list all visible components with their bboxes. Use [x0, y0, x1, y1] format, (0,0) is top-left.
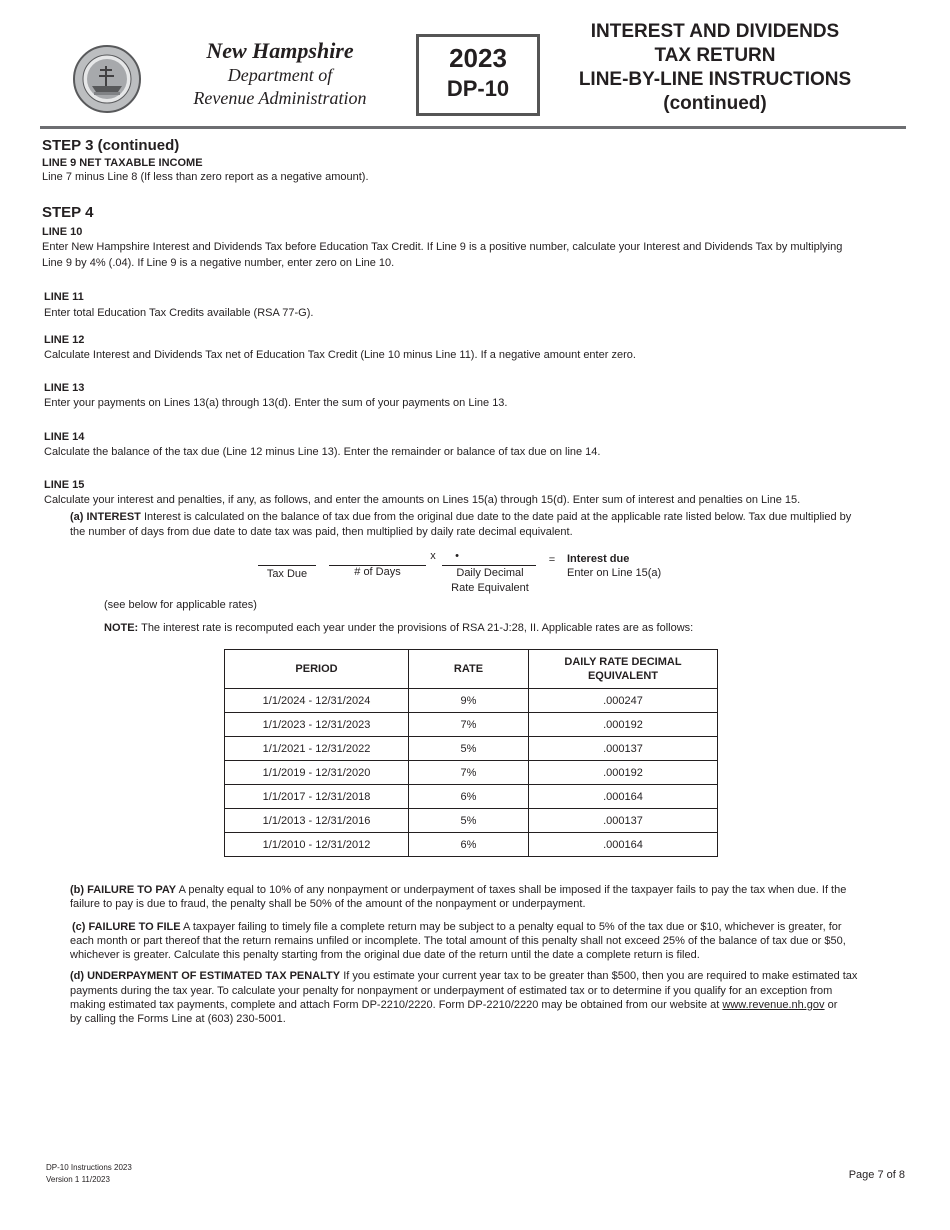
line11-text: Enter total Education Tax Credits available (RSA 77-G).	[44, 307, 314, 319]
column-header-rate: RATE	[409, 650, 529, 689]
failure-to-pay-text-2: failure to pay is due to fraud, the penalty shall be 50% of the amount of the nonpayment or underpayment.	[70, 898, 586, 910]
line15-text: Calculate your interest and penalties, if any, as follows, and enter the amounts on Lines 15(a) through 15(d). Enter sum of interest and penalties on Line 15.	[44, 494, 801, 506]
see-below-note: (see below for applicable rates)	[104, 599, 257, 611]
underpayment-text-3	[70, 998, 906, 1013]
interest-label: (a) INTEREST	[70, 511, 141, 523]
underpayment-text-1: If you estimate your current year tax to be greater than $500, then you are required to make estimated tax	[343, 970, 858, 982]
table-row	[225, 713, 718, 737]
underpayment-text-3a: making estimated tax payments, complete and attach Form DP-2210/2220. Form DP-2210/2220 may be obtained from our website at	[70, 999, 720, 1011]
rate-cell: 6%	[409, 833, 529, 857]
agency-name	[160, 38, 400, 110]
daily-rate-cell: .000137	[529, 809, 718, 833]
tax-due-blank	[258, 565, 316, 566]
failure-to-pay-label: (b) FAILURE TO PAY	[70, 884, 177, 896]
failure-to-pay-text-1: A penalty equal to 10% of any nonpayment or underpayment of taxes shall be imposed if the taxpayer fails to pay the tax when due. If the	[178, 884, 847, 896]
state-seal-image	[72, 44, 142, 114]
multiply-sign: x	[430, 550, 436, 562]
form-id-box	[416, 34, 540, 116]
period-cell: 1/1/2021 - 12/31/2022	[225, 737, 409, 761]
rate-label-1: Daily Decimal	[456, 567, 524, 579]
daily-rate-cell: .000192	[529, 761, 718, 785]
line10-heading: LINE 10	[42, 226, 83, 238]
interest-text-2: the number of days from due date to date tax was paid, then multiplied by daily rate decimal equivalent.	[70, 526, 573, 538]
daily-rate-cell: .000192	[529, 713, 718, 737]
footer-document-name: DP-10 Instructions 2023	[46, 1163, 132, 1172]
table-row	[225, 737, 718, 761]
failure-to-file-label: (c) FAILURE TO FILE	[72, 921, 181, 933]
rate-cell: 6%	[409, 785, 529, 809]
period-cell: 1/1/2024 - 12/31/2024	[225, 689, 409, 713]
title-line: TAX RETURN	[654, 45, 776, 66]
line14-heading: LINE 14	[44, 431, 85, 443]
step4-heading: STEP 4	[42, 204, 94, 221]
underpayment-text-2: payments during the tax year. To calculate your penalty for nonpayment or underpayment of estimated tax or to determine if you qualify for an exception from	[70, 985, 833, 997]
failure-to-file-text-2: each month or part thereof that the return remains unfiled or incomplete. The total amount of this penalty shall not exceed 25% of the balance of tax due or $50,	[70, 935, 846, 947]
interest-due-label: Interest due	[567, 553, 630, 565]
daily-rate-cell: .000247	[529, 689, 718, 713]
interest-text-1: Interest is calculated on the balance of tax due from the original due date to the date paid at the applicable rate listed below. Tax due multiplied by	[143, 511, 852, 523]
column-header-daily-rate: DAILY RATE DECIMAL EQUIVALENT	[529, 650, 718, 689]
line11-heading: LINE 11	[44, 291, 84, 303]
revenue-website-link[interactable]: www.revenue.nh.gov	[722, 999, 825, 1011]
line10-text-2: Line 9 by 4% (.04). If Line 9 is a negative number, enter zero on Line 10.	[42, 257, 395, 269]
table-header-row	[225, 650, 718, 689]
table-row	[225, 833, 718, 857]
daily-rate-cell: .000164	[529, 785, 718, 809]
page-number: Page 7 of 8	[848, 1169, 905, 1181]
line10-text-1: Enter New Hampshire Interest and Dividends Tax before Education Tax Credit. If Line 9 is a positive number, calculate your Interest and Dividends Tax by multiplying	[42, 241, 843, 253]
failure-to-file-text-3: whichever is greater. Calculate this penalty starting from the original due date of the return until the date a complete return is filed.	[70, 949, 700, 961]
title-line: (continued)	[663, 93, 767, 114]
state-name: New Hampshire	[206, 38, 354, 63]
footer-version: Version 1 11/2023	[46, 1175, 110, 1184]
interest-due-note: Enter on Line 15(a)	[567, 567, 662, 579]
line14-text: Calculate the balance of the tax due (Line 12 minus Line 13). Enter the remainder or balance of tax due on line 14.	[44, 446, 601, 458]
interest-paragraph-1	[70, 510, 906, 525]
daily-rate-cell: .000164	[529, 833, 718, 857]
failure-to-file-paragraph	[72, 920, 908, 935]
table-row	[225, 809, 718, 833]
rate-label-2: Rate Equivalent	[451, 582, 529, 594]
note-text: The interest rate is recomputed each year under the provisions of RSA 21-J:28, II. Applicable rates are as follows:	[141, 622, 694, 634]
period-cell: 1/1/2023 - 12/31/2023	[225, 713, 409, 737]
note-label: NOTE:	[104, 622, 139, 634]
department-line-2: Revenue Administration	[193, 88, 367, 108]
rate-cell: 7%	[409, 761, 529, 785]
document-title	[556, 20, 874, 116]
rate-cell: 7%	[409, 713, 529, 737]
table-row	[225, 761, 718, 785]
department-line-1: Department of	[227, 65, 333, 85]
period-cell: 1/1/2013 - 12/31/2016	[225, 809, 409, 833]
underpayment-paragraph	[70, 969, 906, 984]
period-cell: 1/1/2010 - 12/31/2012	[225, 833, 409, 857]
rate-cell: 5%	[409, 809, 529, 833]
period-cell: 1/1/2019 - 12/31/2020	[225, 761, 409, 785]
title-line: LINE-BY-LINE INSTRUCTIONS	[578, 69, 852, 90]
days-label: # of Days	[354, 566, 401, 578]
column-header-period: PERIOD	[225, 650, 409, 689]
underpayment-label: (d) UNDERPAYMENT OF ESTIMATED TAX PENALTY	[70, 970, 341, 982]
failure-to-file-text-1: A taxpayer failing to timely file a complete return may be subject to a penalty equal to 5% of the tax due or $10, whichever is greater, for	[183, 921, 842, 933]
line15-heading: LINE 15	[44, 479, 85, 491]
line13-heading: LINE 13	[44, 382, 85, 394]
table-row	[225, 689, 718, 713]
form-year: 2023	[449, 43, 507, 73]
table-row	[225, 785, 718, 809]
rate-note	[104, 621, 693, 636]
tax-due-label: Tax Due	[266, 568, 308, 580]
equals-sign: =	[548, 554, 556, 566]
daily-rate-cell: .000137	[529, 737, 718, 761]
line9-text: Line 7 minus Line 8 (If less than zero report as a negative amount).	[42, 171, 369, 183]
form-number: DP-10	[446, 76, 510, 101]
step3-heading: STEP 3 (continued)	[42, 137, 180, 154]
line12-text: Calculate Interest and Dividends Tax net of Education Tax Credit (Line 10 minus Line 11). If a negative amount enter zero.	[44, 349, 636, 361]
header-divider	[40, 126, 906, 129]
interest-rates-table	[224, 649, 718, 857]
decimal-point: •	[455, 550, 459, 562]
rate-cell: 9%	[409, 689, 529, 713]
underpayment-text-3b: or	[827, 999, 838, 1011]
title-line: INTEREST AND DIVIDENDS	[590, 21, 840, 42]
rate-cell: 5%	[409, 737, 529, 761]
failure-to-pay-paragraph	[70, 883, 906, 898]
line13-text: Enter your payments on Lines 13(a) through 13(d). Enter the sum of your payments on Line 13.	[44, 397, 508, 409]
period-cell: 1/1/2017 - 12/31/2018	[225, 785, 409, 809]
line9-heading: LINE 9 NET TAXABLE INCOME	[42, 157, 203, 169]
underpayment-text-4: by calling the Forms Line at (603) 230-5001.	[70, 1013, 286, 1025]
line12-heading: LINE 12	[44, 334, 85, 346]
